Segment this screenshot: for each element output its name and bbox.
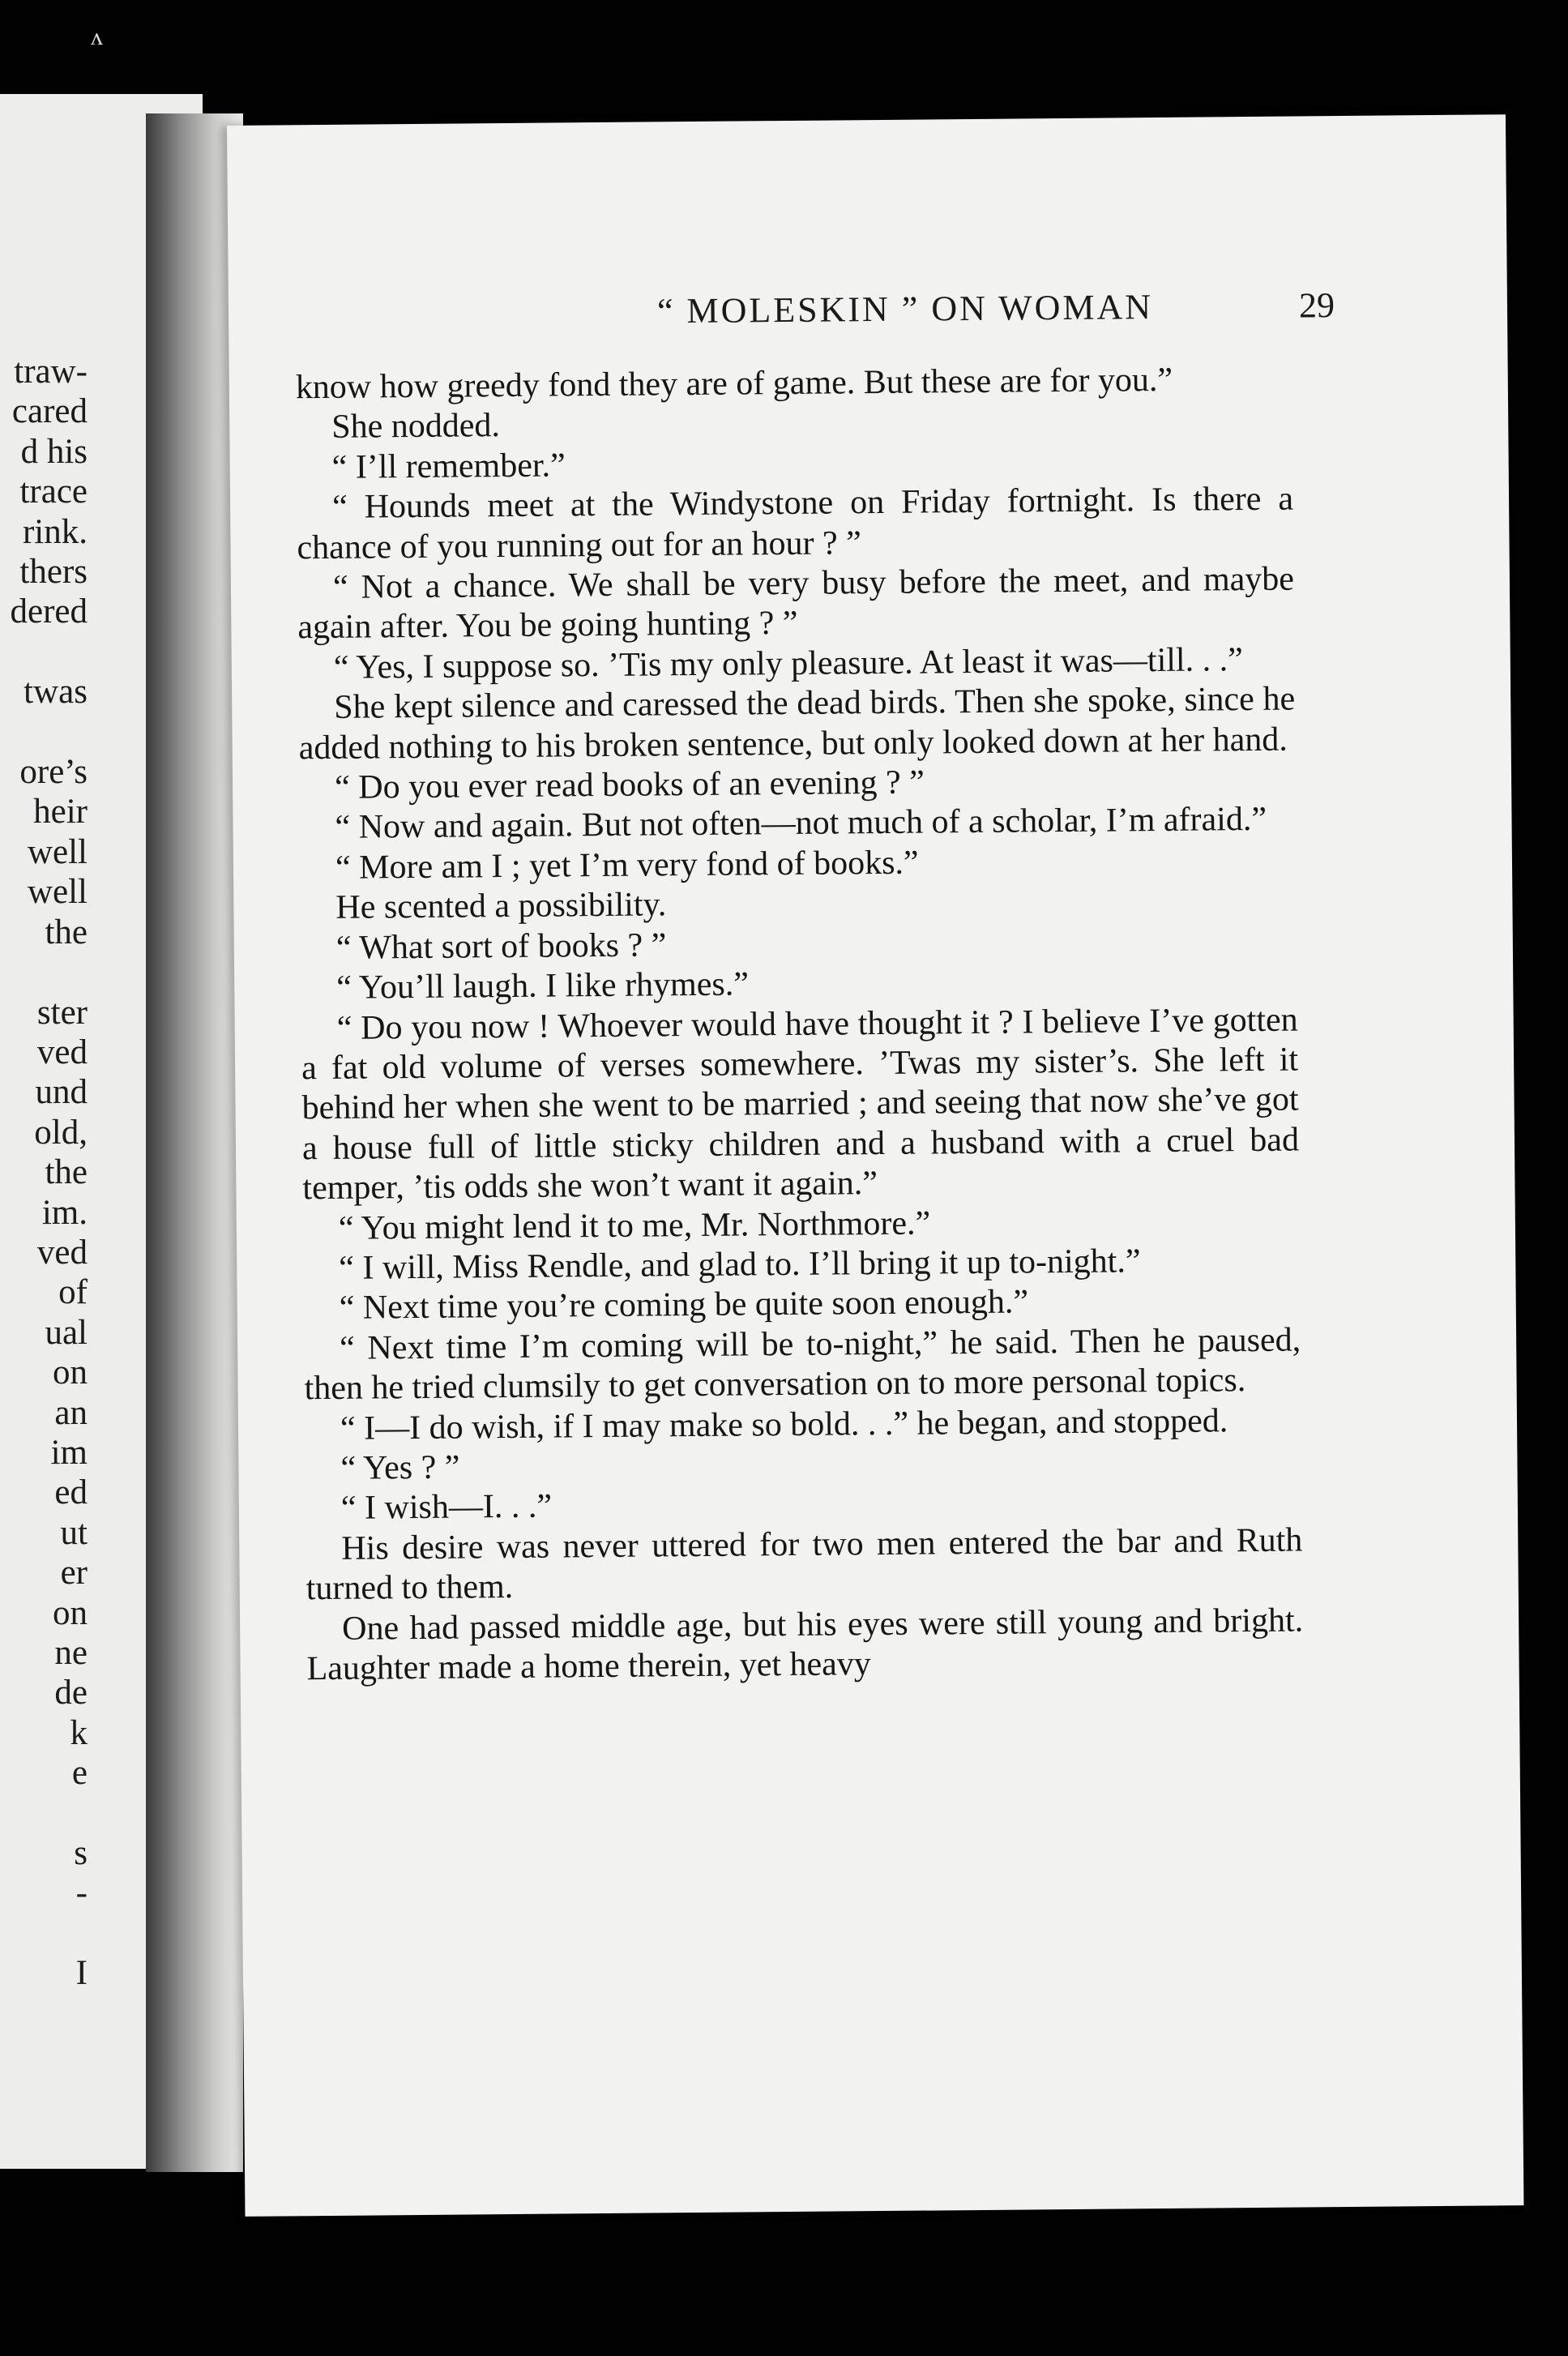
left-fragment-line: rink.: [22, 512, 88, 551]
left-fragment-line: [0, 1913, 88, 1953]
paragraph: “ Yes, I suppose so. ’Tis my only pleasure. At least it was—till. . .”: [333, 640, 1243, 686]
left-fragment-line: er: [60, 1554, 88, 1593]
paragraph: know how greedy fond they are of game. But these are for you.”: [295, 361, 1173, 407]
paragraph: “ I—I do wish, if I may make so bold. . .” he began, and stopped.: [340, 1401, 1228, 1447]
left-fragment-line: s: [74, 1834, 88, 1873]
left-fragment-line: traw-: [14, 353, 88, 391]
left-fragment-line: k: [70, 1713, 88, 1752]
left-fragment-line: e: [71, 1754, 88, 1793]
paragraph: “ Now and again. But not often—not much of a scholar, I’m afraid.”: [335, 801, 1267, 847]
left-fragment-line: d his: [20, 432, 88, 471]
left-fragment-line: thers: [19, 553, 88, 592]
paragraph: One had passed middle age, but his eyes were still young and bright. Laughter made a home therein, yet heavy: [306, 1601, 1304, 1688]
paragraph: “ Do you ever read books of an evening ? ”: [334, 763, 925, 806]
paragraph: “ I will, Miss Rendle, and glad to. I’ll bring it up to-night.”: [339, 1242, 1141, 1287]
paragraph: “ Yes ? ”: [340, 1448, 460, 1487]
paragraph: “ You’ll laugh. I like rhymes.”: [336, 965, 750, 1007]
left-page-line-fragments: [0, 352, 88, 1994]
left-fragment-line: [0, 952, 88, 992]
left-fragment-line: on: [53, 1353, 88, 1392]
left-fragment-line: cared: [11, 392, 88, 431]
left-fragment-line: heir: [33, 793, 88, 832]
left-fragment-line: twas: [23, 673, 88, 712]
left-fragment-line: ne: [54, 1634, 88, 1672]
paragraph: “ Next time I’m coming will be to-night,” he said. Then he paused, then he tried clumsily to get conversation on to more personal topics.: [304, 1321, 1301, 1408]
left-fragment-line: [0, 1794, 88, 1833]
paragraph: “ I wish—I. . .”: [340, 1487, 553, 1528]
paragraph: “ More am I ; yet I’m very fond of books.”: [335, 844, 919, 887]
left-fragment-line: im: [50, 1433, 88, 1472]
left-fragment-line: well: [27, 832, 88, 871]
left-fragment-line: [0, 632, 88, 672]
paragraph: “ Hounds meet at the Windystone on Friday fortnight. Is there a chance of you running out for an hour ? ”: [297, 480, 1294, 567]
body-text: [296, 360, 1304, 1690]
page-number: 29: [1298, 285, 1335, 326]
left-fragment-line: ster: [36, 993, 88, 1032]
paragraph: She kept silence and caressed the dead birds. Then she spoke, since he added nothing to his broken sentence, but only looked down at her hand.: [298, 680, 1296, 767]
left-fragment-line: ore’s: [19, 753, 88, 792]
paragraph: “ You might lend it to me, Mr. Northmore.”: [338, 1204, 931, 1247]
corner-mark-icon: ʌ: [91, 24, 103, 50]
left-fragment-line: -: [75, 1874, 88, 1913]
left-fragment-line: ual: [45, 1313, 88, 1352]
left-fragment-line: im.: [41, 1193, 88, 1232]
left-fragment-line: dered: [10, 592, 88, 631]
left-fragment-line: the: [45, 1153, 88, 1192]
left-fragment-line: und: [35, 1073, 88, 1112]
paragraph: “ What sort of books ? ”: [335, 926, 667, 967]
right-page: [227, 114, 1523, 2217]
left-fragment-line: ed: [54, 1473, 88, 1512]
left-fragment-line: old,: [34, 1113, 88, 1152]
paragraph: He scented a possibility.: [335, 886, 667, 927]
paragraph: “ I’ll remember.”: [331, 447, 566, 486]
left-fragment-line: the: [45, 913, 88, 951]
paragraph: “ Not a chance. We shall be very busy before the meet, and maybe again after. You be going hunting ? ”: [297, 560, 1295, 647]
left-fragment-line: well: [27, 873, 88, 912]
paragraph: “ Next time you’re coming be quite soon enough.”: [339, 1283, 1029, 1328]
left-fragment-line: trace: [19, 472, 88, 511]
left-fragment-line: de: [54, 1674, 88, 1712]
paragraph: His desire was never uttered for two men entered the bar and Ruth turned to them.: [305, 1521, 1303, 1608]
left-fragment-line: ut: [60, 1513, 88, 1552]
left-fragment-line: on: [53, 1593, 88, 1632]
left-fragment-line: an: [54, 1393, 88, 1432]
left-fragment-line: I: [75, 1954, 88, 1993]
paragraph: “ Do you now ! Whoever would have thought it ? I believe I’ve gotten a fat old volume of verses somewhere. ’Twas my sister’s. She left it behind her when she went to be married ; and seeing that now she’ve got a house full of little sticky children and a husband with a cruel bad temper, ’tis odds she won’t want it again.”: [301, 1001, 1300, 1208]
left-fragment-line: [0, 712, 88, 752]
paragraph: She nodded.: [331, 407, 501, 447]
book-gutter: [146, 113, 243, 2172]
left-fragment-line: of: [58, 1273, 88, 1312]
left-fragment-line: ved: [36, 1033, 88, 1071]
running-head: “ MOLESKIN ” ON WOMAN: [656, 287, 1154, 331]
left-fragment-line: ved: [36, 1233, 88, 1272]
